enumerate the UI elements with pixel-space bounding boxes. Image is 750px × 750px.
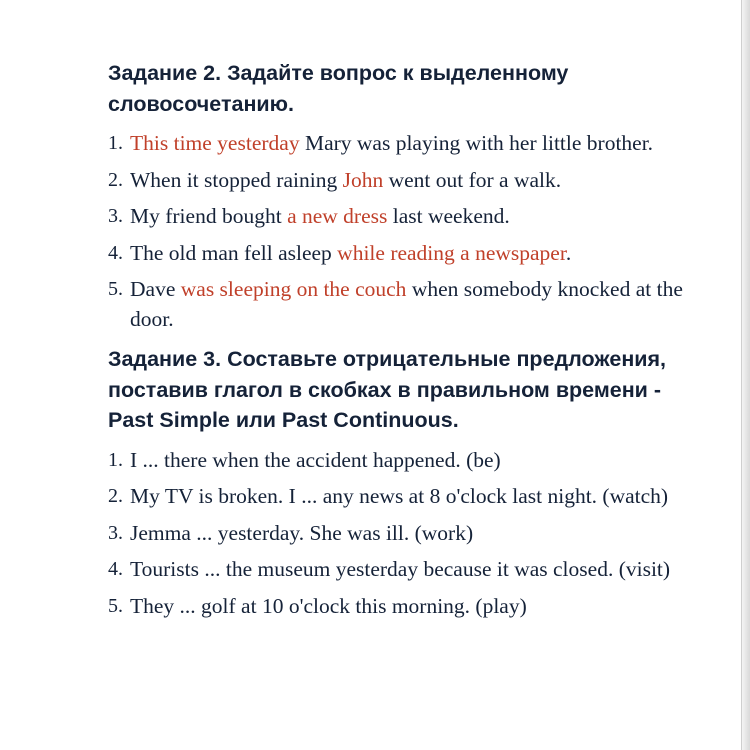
sentence-text: Tourists ... the museum yesterday because it was closed. (visit): [130, 557, 671, 581]
document-content: [108, 58, 688, 627]
sentence-text: My friend bought: [130, 204, 288, 228]
sentence-text: My TV is broken. I ... any news at 8 o'clock last night. (watch): [130, 484, 669, 508]
task-3-item-5: [108, 591, 688, 621]
item-number: 4.: [108, 241, 123, 264]
page-edge-shadow: [742, 0, 750, 750]
highlighted-phrase: a new dress: [287, 204, 388, 228]
task-2-item-1: [108, 128, 688, 158]
task-2-item-3: [108, 201, 688, 231]
item-number: 5.: [108, 278, 123, 300]
sentence-text: Dave: [130, 277, 181, 301]
task-3-item-2: [108, 481, 688, 511]
task-2-item-5: [108, 274, 688, 334]
task-3-item-4: [108, 554, 688, 584]
item-number: 2.: [108, 485, 123, 507]
item-number: 2.: [108, 168, 123, 191]
task-2-list: [108, 128, 688, 334]
task-3-item-1: [108, 445, 688, 475]
sentence-text: The old man fell asleep: [130, 240, 338, 265]
item-number: 3.: [108, 205, 123, 227]
sentence-text: when somebody knocked at the door.: [130, 277, 683, 331]
sentence-text: Mary was playing with her little brother.: [299, 131, 654, 155]
task-2-item-4: [108, 238, 688, 268]
task-2-title: Задание 2. Задайте вопрос к выделенному словосочетанию.: [108, 61, 569, 116]
item-number: 4.: [108, 558, 123, 580]
task-3-item-3: [108, 518, 688, 548]
sentence-text: I ... there when the accident happened. (be): [130, 447, 501, 472]
highlighted-phrase: This time yesterday: [130, 131, 300, 155]
sentence-text: When it stopped raining: [130, 167, 343, 192]
item-number: 3.: [108, 521, 123, 544]
item-number: 5.: [108, 594, 123, 617]
highlighted-phrase: while reading a newspaper: [337, 240, 566, 265]
task-3-title: Задание 3. Составьте отрицательные предложения, поставив глагол в скобках в правильном времени - Past Simple или Past Continuous.: [108, 347, 667, 432]
sentence-text: .: [565, 240, 572, 265]
highlighted-phrase: John: [342, 167, 384, 192]
item-number: 1.: [108, 448, 123, 471]
task-3-list: [108, 445, 688, 621]
task-2-item-2: [108, 165, 688, 195]
sentence-text: They ... golf at 10 o'clock this morning. (play): [130, 593, 527, 618]
highlighted-phrase: was sleeping on the couch: [180, 277, 407, 301]
item-number: 1.: [108, 132, 123, 154]
sentence-text: went out for a walk.: [383, 167, 562, 192]
sentence-text: Jemma ... yesterday. She was ill. (work): [130, 520, 474, 545]
sentence-text: last weekend.: [387, 204, 510, 228]
